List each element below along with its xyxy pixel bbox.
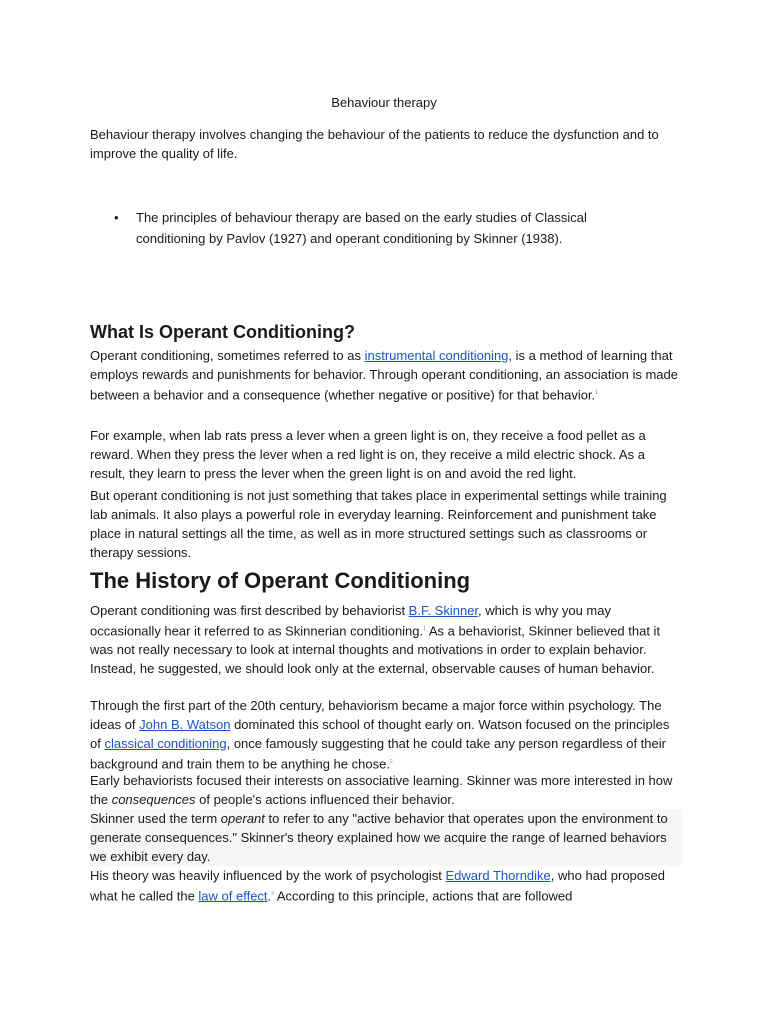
text-run: , who had proposed what he called the	[90, 868, 665, 904]
text-run: Skinner used the term	[90, 811, 221, 826]
emphasis-text: consequences	[111, 792, 196, 807]
document-title: Behaviour therapy	[331, 95, 437, 110]
paragraph-everyday: But operant conditioning is not just something that takes place in experimental settings while training lab animals. It also plays a powerful role in everyday learning. Reinforcement and punishment take place in natural settings all the time, as well as in more structured settings such as classrooms or therapy sessions.	[90, 488, 667, 560]
text-run: Through the first part of the 20th century, behaviorism became a major force within psychology. The ideas of	[90, 698, 662, 732]
reference-marker[interactable]: 1	[595, 390, 598, 396]
bullet-text: The principles of behaviour therapy are based on the early studies of Classical conditioning by Pavlov (1927) and operant conditioning by Skinner (1938).	[136, 210, 587, 246]
section-heading-history: The History of Operant Conditioning	[90, 568, 471, 593]
text-run: As a behaviorist, Skinner believed that it was not really necessary to look at internal thoughts and motivations in order to explain behavior. Instead, he suggested, we should look only at the external, observable causes of human behavior.	[90, 623, 661, 677]
text-run: According to this principle, actions that are followed	[273, 888, 573, 904]
text-run: of people's actions influenced their behavior.	[195, 792, 455, 807]
paragraph-history-3	[90, 771, 682, 809]
paragraph-history-4	[90, 809, 682, 866]
emphasis-text: operant	[220, 811, 265, 826]
reference-marker[interactable]: 1	[423, 626, 426, 632]
text-run: , once famously suggesting that he could take any person regardless of their background and train them to be anything he chose.	[90, 736, 666, 772]
text-run: dominated this school of thought early on. Watson focused on the principles of	[90, 717, 670, 751]
text-run: to refer to any "active behavior that operates upon the environment to generate consequences." Skinner's theory explained how we acquire the range of learned behaviors we exhibit every day.	[90, 811, 668, 864]
paragraph-history-2	[90, 696, 682, 773]
text-run: Operant conditioning was first described by behaviorist	[90, 603, 409, 618]
text-run: .	[267, 888, 272, 904]
link-law-of-effect[interactable]: law of effect	[198, 888, 268, 904]
link-edward-thorndike[interactable]: Edward Thorndike	[445, 868, 551, 883]
paragraph-history-1	[90, 601, 682, 678]
link-john-watson[interactable]: John B. Watson	[139, 717, 231, 732]
link-classical-conditioning[interactable]: classical conditioning	[104, 736, 227, 751]
link-instrumental-conditioning[interactable]: instrumental conditioning	[364, 348, 509, 363]
section-heading-operant: What Is Operant Conditioning?	[90, 322, 355, 342]
reference-marker[interactable]: 3	[271, 891, 274, 897]
text-run: , which is why you may occasionally hear it referred to as Skinnerian conditioning.	[90, 603, 611, 639]
bullet-icon: •	[114, 210, 119, 225]
intro-paragraph: Behaviour therapy involves changing the behaviour of the patients to reduce the dysfunction and to improve the quality of life.	[90, 127, 659, 161]
link-bf-skinner[interactable]: B.F. Skinner	[408, 603, 479, 618]
text-run: His theory was heavily influenced by the work of psychologist	[90, 868, 446, 883]
text-run: Operant conditioning, sometimes referred to as	[90, 348, 365, 363]
reference-marker[interactable]: 2	[389, 759, 393, 765]
text-run: Early behaviorists focused their interests on associative learning. Skinner was more interested in how the	[90, 773, 673, 807]
paragraph-example: For example, when lab rats press a lever when a green light is on, they receive a food pellet as a reward. When they press the lever when a red light is on, they receive a mild electric shock. As a result, they learn to press the lever when the green light is on and avoid the red light.	[90, 428, 646, 481]
text-run: , is a method of learning that employs rewards and punishments for behavior. Through operant conditioning, an association is made between a behavior and a consequence (whether negative or positive) for that behavior.	[90, 348, 678, 403]
paragraph-history-5	[90, 866, 682, 905]
paragraph-definition	[90, 346, 682, 404]
